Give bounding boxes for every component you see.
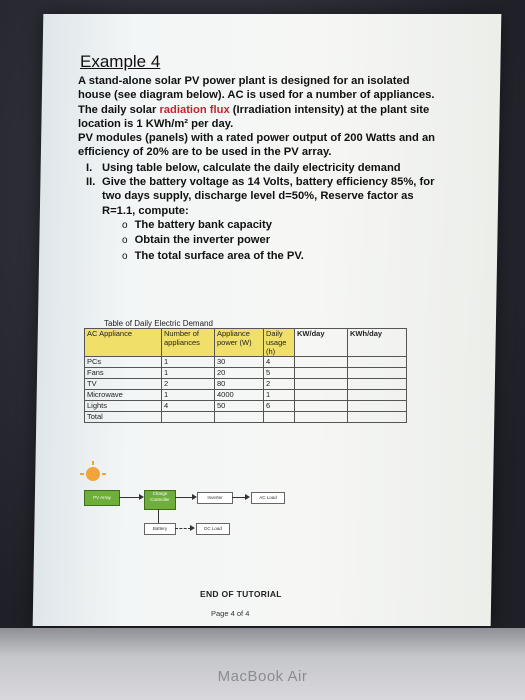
- table-cell: [295, 368, 348, 379]
- table-cell: [264, 412, 295, 423]
- sun-ray: [102, 473, 106, 475]
- table-row: [85, 357, 407, 368]
- table-cell: 2: [264, 379, 295, 390]
- intro-2-start: The daily solar: [78, 103, 160, 116]
- device-brand: MacBook Air: [217, 668, 308, 685]
- intro-paragraph-3: PV modules (panels) with a rated power output of 200 Watts and an efficiency of 20% are to be used in the PV array.: [78, 132, 436, 159]
- header-cell: KW/day: [295, 329, 348, 357]
- charge-controller-box: Charge Controller: [144, 490, 176, 510]
- compute-list: [78, 218, 438, 264]
- table-cell: [348, 412, 407, 423]
- table-cell: Lights: [85, 401, 162, 412]
- table-cell: [348, 379, 407, 390]
- dc-load-box: DC Load: [196, 523, 230, 535]
- arrow: [119, 497, 140, 498]
- table-cell: 6: [264, 401, 295, 412]
- table-cell: Total: [85, 412, 162, 423]
- compute-item: o Obtain the inverter power: [122, 233, 438, 248]
- task-number: II.: [86, 176, 96, 189]
- table-cell: 30: [215, 357, 264, 368]
- table-cell: 5: [264, 368, 295, 379]
- arrow: [175, 528, 191, 529]
- battery-box: Battery: [144, 523, 176, 535]
- inverter-box: Inverter: [197, 492, 233, 504]
- table-cell: 4000: [215, 390, 264, 401]
- end-of-tutorial: END OF TUTORIAL: [200, 589, 282, 599]
- table-cell: [295, 412, 348, 423]
- task-number: I.: [86, 161, 93, 174]
- task-text: Using table below, calculate the daily electricity demand: [102, 161, 401, 174]
- intro-paragraph-1: A stand-alone solar PV power plant is designed for an isolated house (see diagram below). AC is used for a number of appliances.: [78, 75, 435, 102]
- task-item-1: [78, 161, 438, 175]
- sun-ray: [80, 473, 84, 475]
- task-list: [78, 161, 438, 218]
- table-cell: [295, 379, 348, 390]
- radiation-flux-term: radiation flux: [159, 103, 230, 116]
- page-number: Page 4 of 4: [211, 609, 250, 618]
- table-row: [85, 401, 407, 412]
- table-cell: [295, 357, 348, 368]
- table-cell: 50: [215, 401, 264, 412]
- sun-icon: [86, 467, 100, 481]
- arrow-head: [190, 525, 195, 531]
- table-cell: 4: [264, 357, 295, 368]
- table-cell: 1: [162, 368, 215, 379]
- header-cell: Daily usage (h): [264, 329, 295, 357]
- compute-item: o The total surface area of the PV.: [122, 249, 438, 264]
- arrow: [232, 497, 246, 498]
- table-row: [85, 390, 407, 401]
- table-cell: [295, 390, 348, 401]
- header-cell: AC Appliance: [85, 329, 162, 357]
- table-cell: [348, 390, 407, 401]
- table-cell: 4: [162, 401, 215, 412]
- arrow: [158, 509, 159, 523]
- table-row: [85, 379, 407, 390]
- arrow-head: [245, 494, 250, 500]
- ac-load-box: AC Load: [251, 492, 285, 504]
- example-text: [78, 52, 438, 264]
- table-cell: [295, 401, 348, 412]
- table-row: [85, 368, 407, 379]
- table-row: [85, 412, 407, 423]
- table-caption: Table of Daily Electric Demand: [104, 319, 213, 328]
- compute-item: o The battery bank capacity: [122, 218, 438, 233]
- table-cell: [348, 357, 407, 368]
- daily-demand-table: [84, 328, 407, 423]
- table-cell: TV: [85, 379, 162, 390]
- task-text: Give the battery voltage as 14 Volts, battery efficiency 85%, for two days supply, discharge level d=50%, Reserve factor as R=1.1, compute:: [102, 176, 435, 217]
- table-cell: 20: [215, 368, 264, 379]
- table-cell: 80: [215, 379, 264, 390]
- table-cell: 1: [162, 390, 215, 401]
- table-cell: Microwave: [85, 390, 162, 401]
- sun-ray: [92, 461, 94, 465]
- intro-paragraph-2: [78, 103, 438, 132]
- table-cell: PCs: [85, 357, 162, 368]
- intro-2-end: (Irradiation intensity) at the plant site location is 1 KWh/m² per day.: [78, 103, 430, 130]
- arrow: [175, 497, 193, 498]
- header-cell: Number of appliances: [162, 329, 215, 357]
- table-cell: [348, 368, 407, 379]
- table-cell: [215, 412, 264, 423]
- table-cell: Fans: [85, 368, 162, 379]
- header-cell: Appliance power (W): [215, 329, 264, 357]
- table-cell: [162, 412, 215, 423]
- header-cell: KWh/day: [348, 329, 407, 357]
- task-item-2: [78, 175, 438, 218]
- table-cell: [348, 401, 407, 412]
- table-cell: 1: [264, 390, 295, 401]
- table-header-row: [85, 329, 407, 357]
- pv-array-box: PV Array: [84, 490, 120, 506]
- laptop-chin: [0, 628, 525, 700]
- table-cell: 2: [162, 379, 215, 390]
- table-cell: 1: [162, 357, 215, 368]
- example-title: Example 4: [80, 52, 161, 71]
